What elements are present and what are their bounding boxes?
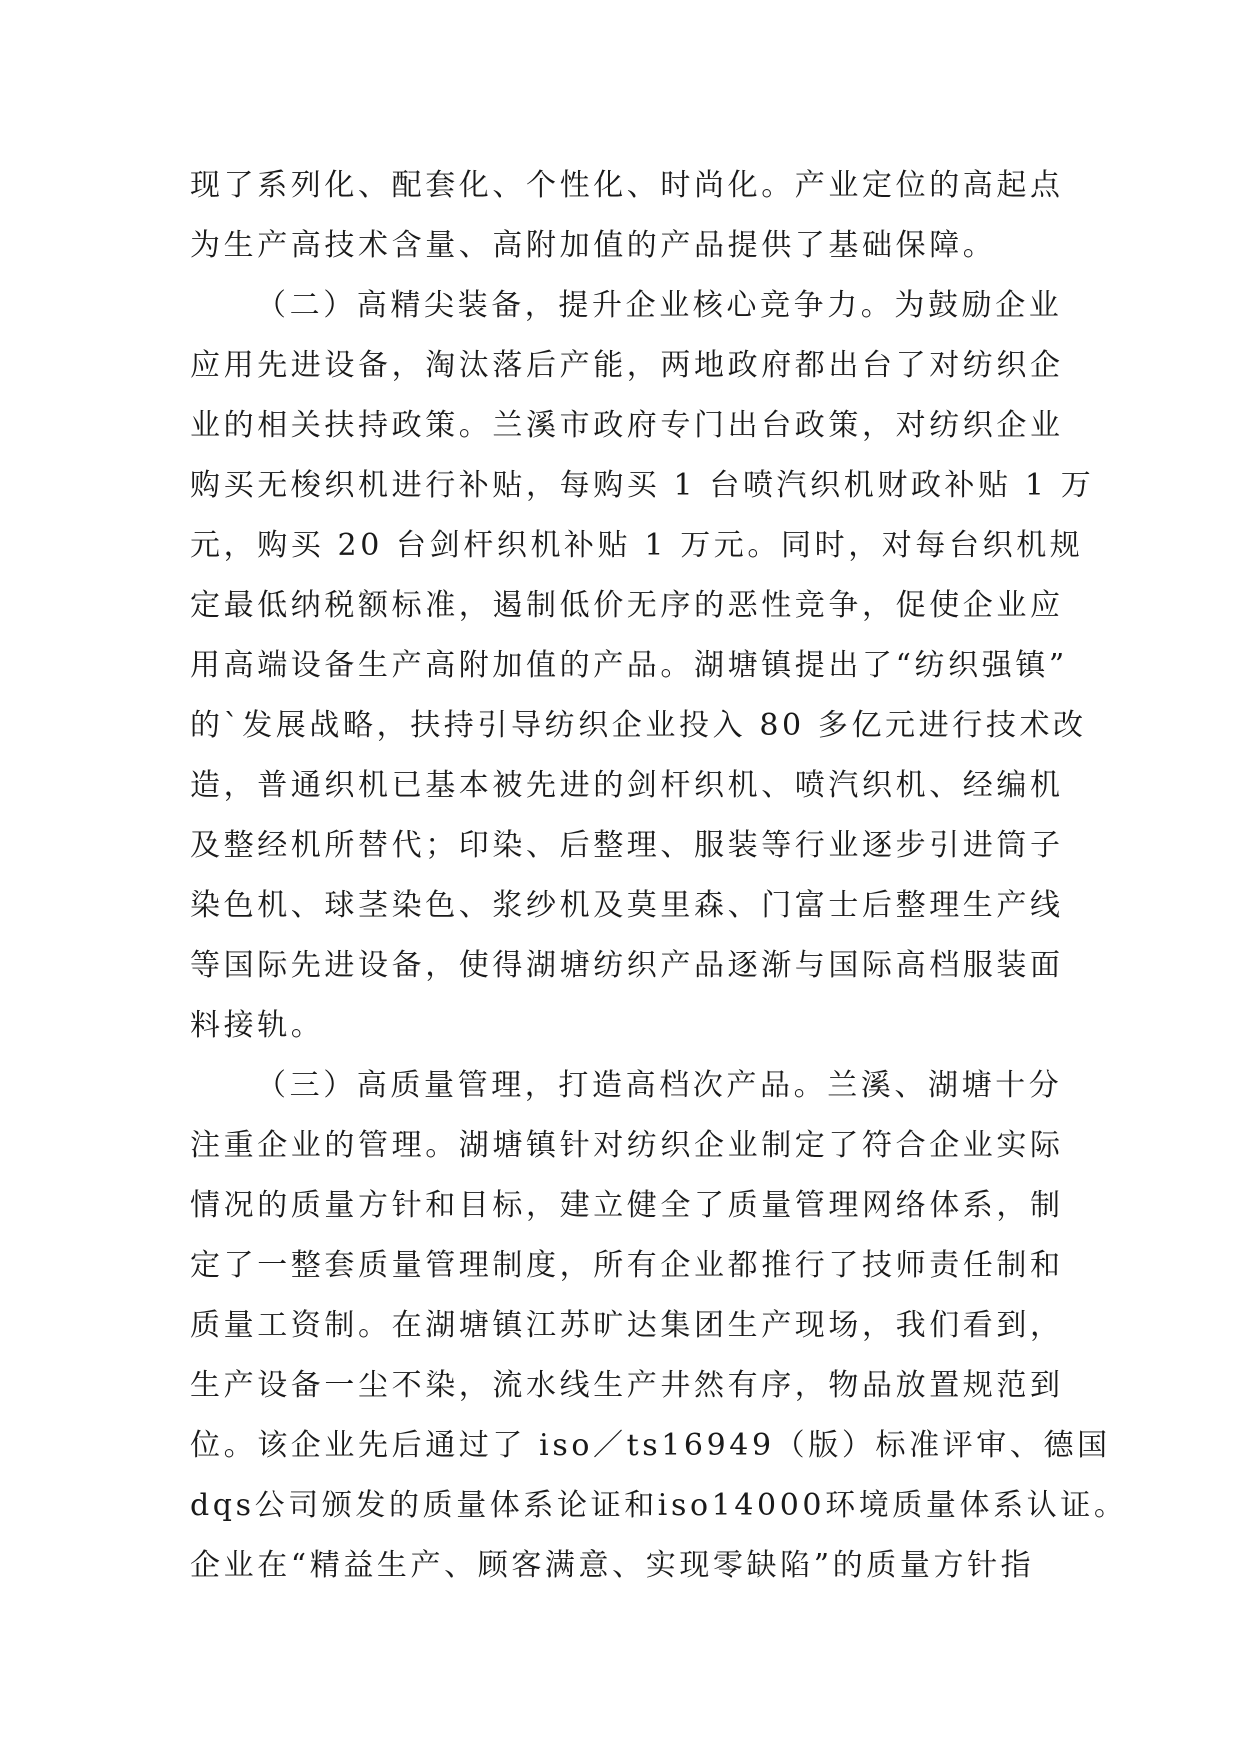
- text-line: 为生产高技术含量、高附加值的产品提供了基础保障。: [190, 228, 997, 263]
- text-line: 情况的质量方针和目标，建立健全了质量管理网络体系，制: [190, 1188, 1064, 1223]
- text-line: 注重企业的管理。湖塘镇针对纺织企业制定了符合企业实际: [190, 1128, 1064, 1163]
- text-line: 质量工资制。在湖塘镇江苏旷达集团生产现场，我们看到，: [190, 1308, 1064, 1343]
- text-line: 定了一整套质量管理制度，所有企业都推行了技师责任制和: [190, 1248, 1064, 1283]
- body-text: [190, 156, 1128, 1596]
- text-line: dqs公司颁发的质量体系论证和iso14000环境质量体系认证。: [190, 1488, 1128, 1523]
- text-line: 元，购买 20 台剑杆织机补贴 1 万元。同时，对每台织机规: [190, 528, 1084, 563]
- text-line: 用高端设备生产高附加值的产品。湖塘镇提出了“纺织强镇”: [190, 648, 1068, 683]
- section-heading-line: （三）高质量管理，打造高档次产品。兰溪、湖塘十分: [256, 1068, 1063, 1103]
- text-line: 生产设备一尘不染，流水线生产井然有序，物品放置规范到: [190, 1368, 1064, 1403]
- text-line: 的`发展战略，扶持引导纺织企业投入 80 多亿元进行技术改: [190, 708, 1087, 743]
- text-line: 购买无梭织机进行补贴，每购买 1 台喷汽织机财政补贴 1 万: [190, 468, 1095, 503]
- text-line: 料接轨。: [190, 1008, 325, 1043]
- text-line: 企业在“精益生产、顾客满意、实现零缺陷”的质量方针指: [190, 1548, 1035, 1583]
- text-line: 等国际先进设备，使得湖塘纺织产品逐渐与国际高档服装面: [190, 948, 1064, 983]
- text-line: 业的相关扶持政策。兰溪市政府专门出台政策，对纺织企业: [190, 408, 1064, 443]
- text-line: 染色机、球茎染色、浆纱机及莫里森、门富士后整理生产线: [190, 888, 1064, 923]
- text-line: 现了系列化、配套化、个性化、时尚化。产业定位的高起点: [190, 168, 1064, 203]
- text-line: 应用先进设备，淘汰落后产能，两地政府都出台了对纺织企: [190, 348, 1064, 383]
- text-line: 造，普通织机已基本被先进的剑杆织机、喷汽织机、经编机: [190, 768, 1064, 803]
- text-line: 位。该企业先后通过了 iso／ts16949（版）标准评审、德国: [190, 1428, 1111, 1463]
- section-heading-line: （二）高精尖装备，提升企业核心竞争力。为鼓励企业: [256, 288, 1063, 323]
- text-line: 及整经机所替代；印染、后整理、服装等行业逐步引进筒子: [190, 828, 1064, 863]
- text-line: 定最低纳税额标准，遏制低价无序的恶性竞争，促使企业应: [190, 588, 1064, 623]
